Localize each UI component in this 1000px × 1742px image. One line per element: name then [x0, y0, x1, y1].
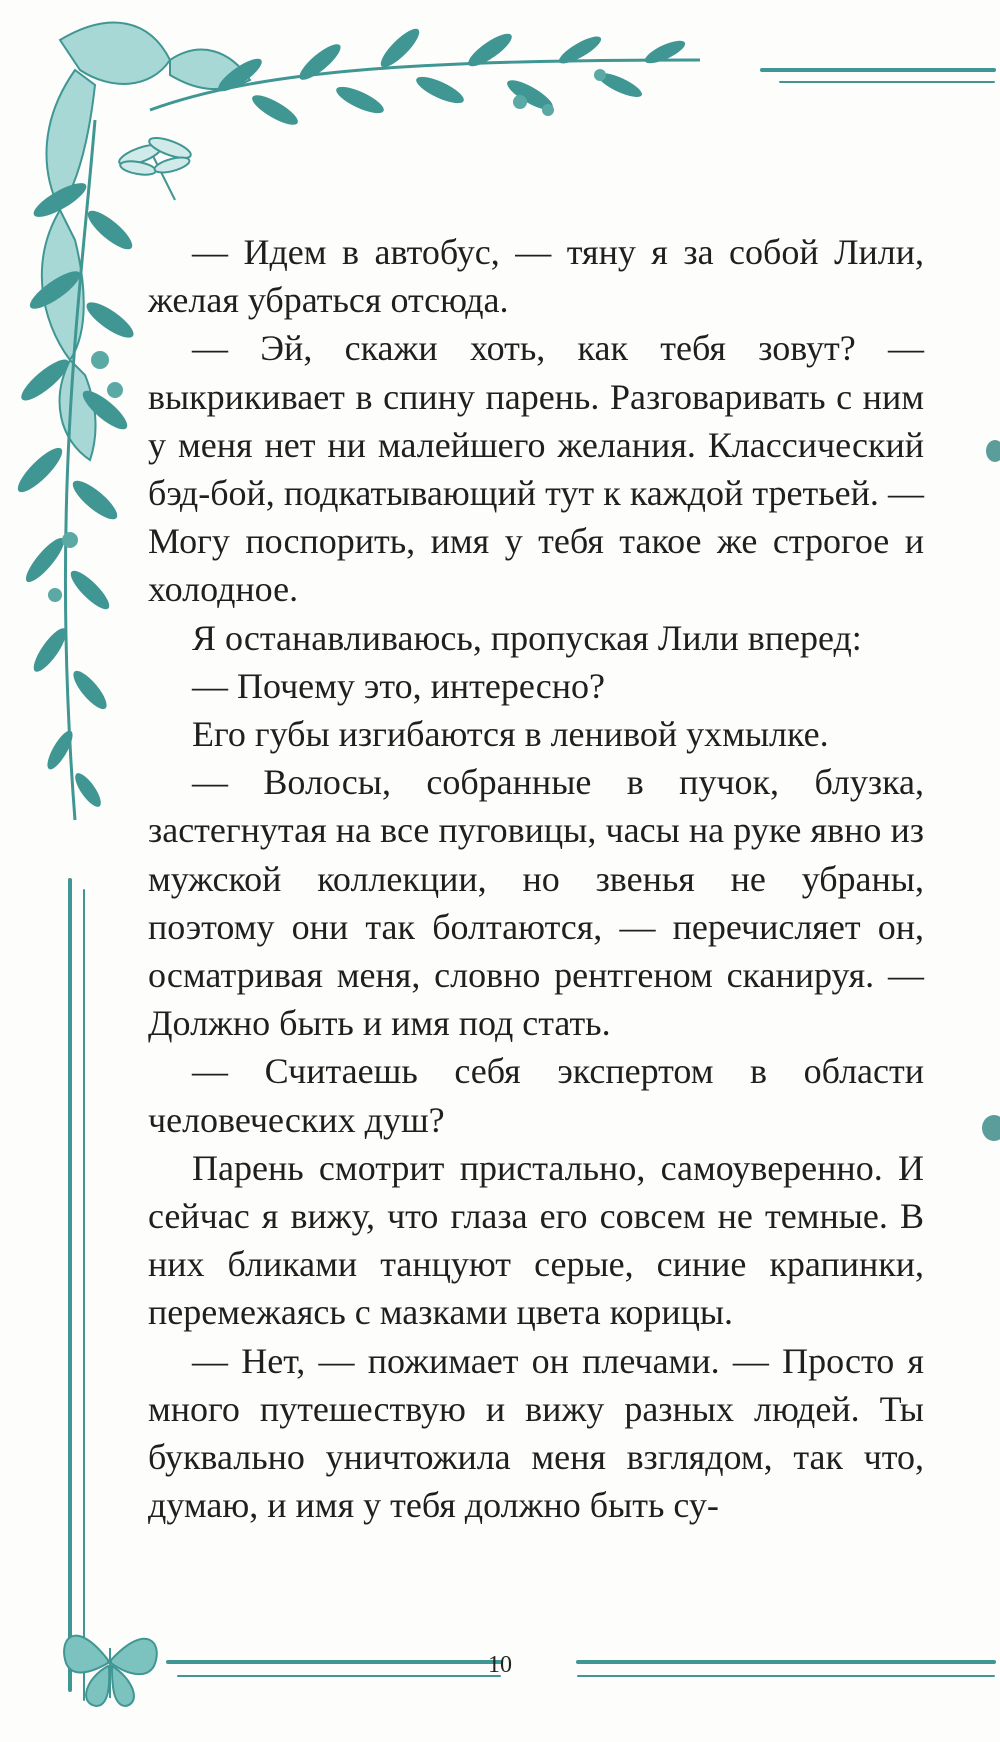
paragraph: — Нет, — пожимает он плечами. — Просто я много путешествую и вижу разных людей. Ты буквально уничтожила меня взглядом, так что, думаю, и имя у тебя должно быть су-: [148, 1340, 924, 1526]
paragraph: — Почему это, интересно?: [192, 665, 605, 706]
paragraph: — Идем в автобус, — тяну я за собой Лили, желая убраться отсюда.: [148, 232, 924, 321]
paragraph: — Эй, скажи хоть, как тебя зовут? — выкрикивает в спину парень. Разговаривать с ним у меня нет ни малейшего желания. Классический бэд-бой, подкатывающий тут к каждой третьей. — Могу поспорить, имя у тебя такое же строгое и холодное.: [148, 328, 924, 610]
leaf-vine-icon: [12, 120, 138, 820]
paragraph: Я останавливаюсь, пропуская Лили вперед:: [192, 617, 862, 658]
paragraph: Его губы изгибаются в ленивой ухмылке.: [192, 714, 829, 755]
paragraph: — Считаешь себя экспертом в области человеческих душ?: [148, 1051, 924, 1140]
leaf-vine-icon: [150, 24, 700, 130]
ink-spot: [982, 1115, 1000, 1141]
ink-spot: [986, 440, 1000, 462]
dragonfly-icon: [117, 134, 193, 200]
page-number: 10: [488, 1652, 512, 1678]
paragraph: Парень смотрит пристально, самоуверенно. И сейчас я вижу, что глаза его совсем не темные. В них бликами танцуют серые, синие крапинки, перемежаясь с мазками цвета корицы.: [148, 1147, 924, 1333]
body-text: [148, 228, 924, 1529]
paragraph: — Волосы, собранные в пучок, блузка, застегнутая на все пуговицы, часы на руке явно из мужской коллекции, но звенья не убраны, поэтому они так болтаются, — перечисляет он, осматривая меня, словно рентгеном сканируя. — Должно быть и имя под стать.: [148, 762, 924, 1044]
